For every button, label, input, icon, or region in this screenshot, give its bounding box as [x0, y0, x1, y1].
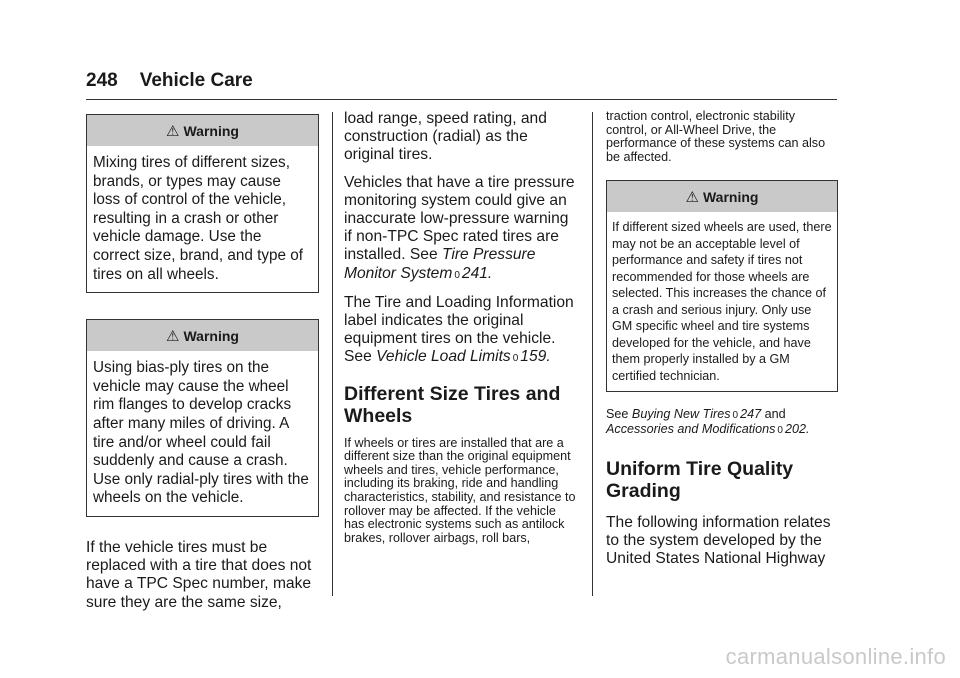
- reference-page: 241: [461, 264, 488, 282]
- column-1: [86, 114, 319, 612]
- reference-page: 202: [784, 421, 806, 436]
- body-paragraph: load range, speed rating, and construction (radial) as the original tires.: [344, 110, 547, 164]
- warning-title: Warning: [183, 328, 239, 345]
- body-paragraph: [606, 408, 838, 437]
- cross-reference-link[interactable]: [632, 407, 761, 421]
- body-paragraph: traction control, electronic stability control, or All-Wheel Drive, the performance of these systems can also be affected.: [606, 109, 826, 164]
- body-paragraph: [344, 294, 576, 369]
- reference-page: 159: [520, 348, 547, 366]
- body-paragraph: The following information relates to the system developed by the United States National Highway: [606, 513, 831, 567]
- paragraph-text: See: [606, 407, 629, 422]
- cross-reference-link[interactable]: Tire Pressure Monitor System 0 241.: [344, 246, 536, 282]
- warning-box: [86, 319, 319, 517]
- reference-title: Buying New Tires: [631, 407, 731, 422]
- reference-title: Vehicle Load Limits: [376, 348, 511, 366]
- warning-text: Mixing tires of different sizes, brands, or types may cause loss of control of the vehicle, resulting in a crash or other vehicle damage. Use the correct size, brand, and type of tires on all wheels.: [93, 154, 304, 283]
- page-number: 248: [86, 70, 118, 91]
- paragraph-text: Vehicles that have a tire pressure monitoring system could give an inaccurate low-pressure warning if non-TPC Spec rated tires are installed. See: [344, 173, 575, 264]
- section-heading: Different Size Tires and Wheels: [344, 382, 561, 427]
- warning-icon: ⚠: [166, 123, 180, 140]
- warning-title: Warning: [183, 123, 239, 139]
- section-heading: Uniform Tire Quality Grading: [606, 457, 794, 502]
- body-paragraph: If wheels or tires are installed that are a different size than the original equipment wheels and tires, vehicle performance, including its braking, ride and handling characteristics, stability, and resistance to rollover may be affected. If the vehicle has electronic systems such as antilock brakes, rollover airbags, roll bars,: [344, 435, 576, 545]
- page-ref-icon: 0: [512, 353, 519, 365]
- column-3: [606, 110, 838, 568]
- warning-header: [607, 181, 837, 212]
- body-paragraph: If the vehicle tires must be replaced with a tire that does not have a TPC Spec number, make sure they are the same size,: [86, 538, 312, 611]
- warning-title: Warning: [702, 189, 759, 206]
- cross-reference-link[interactable]: Vehicle Load Limits 0 159.: [376, 348, 551, 366]
- reference-title: Accessories and Modifications: [606, 421, 776, 436]
- reference-page: 247: [740, 407, 762, 422]
- watermark: carmanualsonline.info: [725, 644, 946, 669]
- warning-box: [86, 114, 319, 293]
- warning-box: [606, 180, 838, 392]
- paragraph-text: The Tire and Loading Information label indicates the original equipment tires on the vehicle. See: [344, 293, 574, 366]
- cross-reference-link[interactable]: Accessories and Modifications 0 202.: [606, 421, 810, 436]
- body-paragraph: [344, 174, 576, 285]
- warning-icon: ⚠: [166, 328, 180, 346]
- warning-text: Using bias-ply tires on the vehicle may cause the wheel rim flanges to develop cracks after many miles of driving. A tire and/or wheel could fail suddenly and cause a crash. Use only radial-ply tires with the wheels on the vehicle.: [93, 359, 309, 507]
- warning-header: [87, 320, 318, 351]
- page-ref-icon: 0: [777, 424, 783, 436]
- warning-text: If different sized wheels are used, there may not be an acceptable level of performance and safety if tires not recommended for those wheels are selected. This increases the chance of a crash and serious injury. Only use GM specific wheel and tire systems developed for the vehicle, and have them properly installed by a GM certified technician.: [612, 220, 832, 383]
- paragraph-text: and: [764, 407, 786, 422]
- warning-icon: ⚠: [685, 189, 699, 207]
- section-title: Vehicle Care: [139, 70, 253, 91]
- header-rule: [86, 99, 837, 100]
- column-divider: [332, 112, 333, 596]
- column-2: [344, 110, 576, 545]
- reference-title: Tire Pressure Monitor System: [344, 246, 536, 282]
- page-header: [86, 70, 253, 92]
- column-divider: [592, 112, 593, 596]
- warning-header: [87, 115, 318, 146]
- page-ref-icon: 0: [732, 410, 739, 422]
- page-ref-icon: 0: [454, 269, 460, 281]
